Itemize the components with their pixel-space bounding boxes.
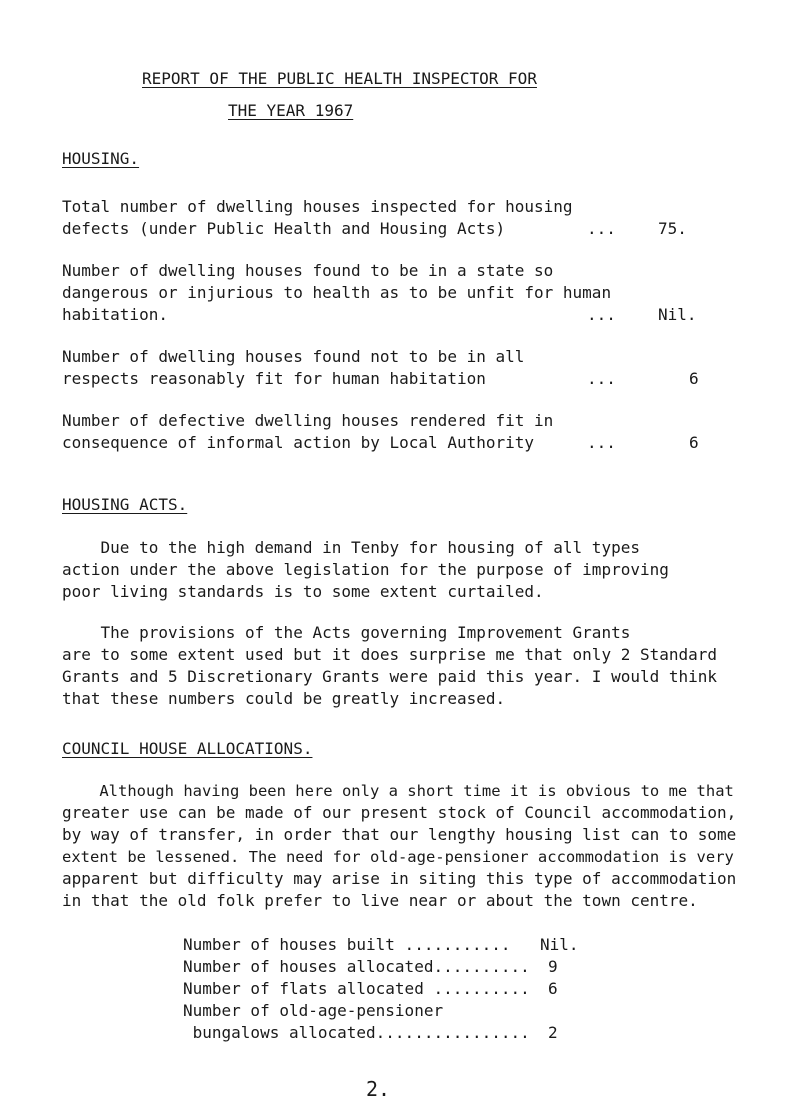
council-line2: greater use can be made of our present stock of Council accommodation, [62, 803, 737, 822]
housing-heading: HOUSING. [62, 149, 140, 168]
acts-p2-line2: are to some extent used but it does surprise me that only 2 Standard [62, 645, 718, 664]
item1-dots: ... [587, 219, 616, 238]
list-item-label: Number of flats allocated .......... [183, 979, 530, 998]
council-heading: COUNCIL HOUSE ALLOCATIONS. [62, 739, 313, 758]
housing-acts-heading: HOUSING ACTS. [62, 495, 188, 514]
council-line6: in that the old folk prefer to live near or about the town centre. [62, 891, 698, 910]
list-item-value: 6 [548, 979, 558, 998]
item3-dots: ... [587, 369, 616, 388]
item4-value: 6 [689, 433, 699, 452]
item1-line1: Total number of dwelling houses inspected for housing [62, 197, 573, 216]
item3-line1: Number of dwelling houses found not to be in all [62, 347, 525, 366]
acts-p2-line3: Grants and 5 Discretionary Grants were paid this year. I would think [62, 667, 718, 686]
acts-p2-line1: The provisions of the Acts governing Improvement Grants [62, 623, 631, 642]
acts-p2-line4: that these numbers could be greatly increased. [62, 689, 506, 708]
list-item-value: Nil. [540, 935, 579, 954]
item2-line3: habitation. [62, 305, 168, 324]
item2-dots: ... [587, 305, 616, 324]
acts-p1-line1: Due to the high demand in Tenby for housing of all types [62, 538, 640, 557]
item2-value: Nil. [658, 305, 697, 324]
list-item-label: Number of houses built ........... [183, 935, 511, 954]
council-line4: extent be lessened. The need for old-age-pensioner accommodation is very [62, 848, 734, 866]
list-item-label: Number of houses allocated.......... [183, 957, 530, 976]
council-line1: Although having been here only a short time it is obvious to me that [62, 782, 734, 800]
list-item-label: Number of old-age-pensioner [183, 1001, 444, 1020]
report-year: THE YEAR 1967 [228, 101, 354, 120]
list-item-value: 9 [548, 957, 558, 976]
item4-line2: consequence of informal action by Local Authority [62, 433, 535, 452]
item1-line2: defects (under Public Health and Housing Acts) [62, 219, 506, 238]
council-line3: by way of transfer, in order that our lengthy housing list can to some [62, 825, 737, 844]
item3-value: 6 [689, 369, 699, 388]
item3-line2: respects reasonably fit for human habitation [62, 369, 486, 388]
report-title: REPORT OF THE PUBLIC HEALTH INSPECTOR FOR [142, 69, 537, 88]
item4-dots: ... [587, 433, 616, 452]
council-line5: apparent but difficulty may arise in siting this type of accommodation [62, 869, 737, 888]
list-item-label: bungalows allocated................ [183, 1023, 530, 1042]
page-number: 2. [366, 1077, 391, 1101]
item4-line1: Number of defective dwelling houses rendered fit in [62, 411, 554, 430]
list-item-value: 2 [548, 1023, 558, 1042]
item2-line1: Number of dwelling houses found to be in a state so [62, 261, 554, 280]
item2-line2: dangerous or injurious to health as to be unfit for human [62, 283, 612, 302]
acts-p1-line3: poor living standards is to some extent curtailed. [62, 582, 544, 601]
item1-value: 75. [658, 219, 687, 238]
acts-p1-line2: action under the above legislation for the purpose of improving [62, 560, 669, 579]
